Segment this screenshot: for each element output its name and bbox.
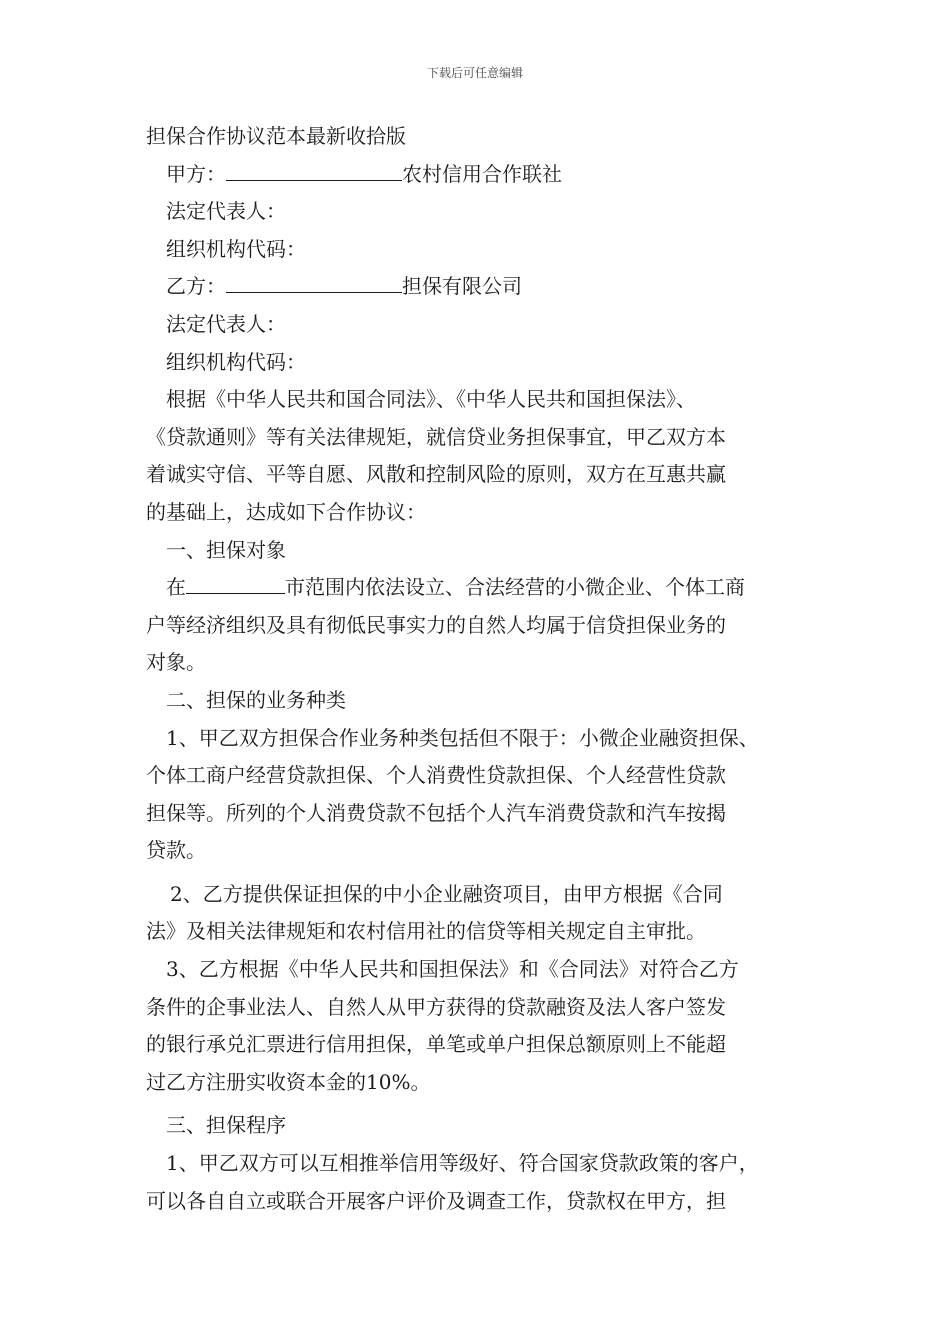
party-a-line [146,156,826,194]
page-header: 下载后可任意编辑 [426,66,523,80]
section-2-line: 3、乙方根据《中华人民共和国担保法》和《合同法》对符合乙方 [166,957,739,982]
section-2-line: 贷款。 [146,838,206,863]
section-3-item-1 [146,1145,826,1220]
party-a-name: 农村信用合作联社 [402,161,562,186]
section-2-item-2 [146,876,826,951]
party-b-representative: 法定代表人： [166,311,286,336]
intro-line: 《贷款通则》等有关法律规矩，就信贷业务担保事宜，甲乙双方本 [146,424,726,449]
section-1-rest: 市范围内依法设立、合法经营的小微企业、个体工商 [285,575,745,600]
party-b-line [146,268,826,306]
section-1-prefix: 在 [166,575,186,600]
party-b-org-code: 组织机构代码： [166,349,306,374]
party-b-name: 担保有限公司 [402,274,522,299]
party-b-blank [226,270,402,293]
section-2-line: 的银行承兑汇票进行信用担保，单笔或单户担保总额原则上不能超 [146,1032,726,1057]
section-2-line: 1、甲乙双方担保合作业务种类包括但不限于：小微企业融资担保、 [166,725,759,750]
party-a-representative: 法定代表人： [166,199,286,224]
intro-line: 根据《中华人民共和国合同法》、《中华人民共和国担保法》、 [166,387,696,412]
intro-line: 着诚实守信、平等自愿、风散和控制风险的原则，双方在互惠共赢 [146,462,726,487]
intro-paragraph [146,381,826,531]
section-1-title: 一、担保对象 [166,537,286,562]
city-blank [186,571,285,594]
section-2-title: 二、担保的业务种类 [166,687,346,712]
section-2-line: 条件的企事业法人、自然人从甲方获得的贷款融资及法人客户签发 [146,994,726,1019]
section-2-line: 担保等。所列的个人消费贷款不包括个人汽车消费贷款和汽车按揭 [146,800,726,825]
document-body [146,118,826,1220]
section-1-line [146,569,826,607]
document-title: 担保合作协议范本最新收拾版 [146,124,406,148]
section-2-line: 2、乙方提供保证担保的中小企业融资项目，由甲方根据《合同 [170,881,723,906]
party-a-label: 甲方： [166,161,226,186]
section-2-line: 个体工商户经营贷款担保、个人消费性贷款担保、个人经营性贷款 [146,763,726,788]
section-2-item-1 [146,720,826,870]
section-2-line: 法》及相关法律规矩和农村信用社的信贷等相关规定自主审批。 [146,919,706,944]
section-3-line: 1、甲乙双方可以互相推举信用等级好、符合国家贷款政策的客户， [166,1151,759,1176]
section-3-line: 可以各自自立或联合开展客户评价及调查工作，贷款权在甲方，担 [146,1188,726,1213]
intro-line: 的基础上，达成如下合作协议： [146,499,426,524]
section-1-line: 对象。 [146,650,206,675]
party-a-org-code: 组织机构代码： [166,236,306,261]
section-1-paragraph [146,569,826,682]
section-2-item-3 [146,951,826,1101]
section-1-line: 户等经济组织及具有彻低民事实力的自然人均属于信贷担保业务的 [146,612,726,637]
section-2-line: 过乙方注册实收资本金的10%。 [146,1069,431,1094]
party-b-label: 乙方： [166,274,226,299]
section-3-title: 三、担保程序 [166,1113,286,1138]
party-a-blank [226,158,402,181]
